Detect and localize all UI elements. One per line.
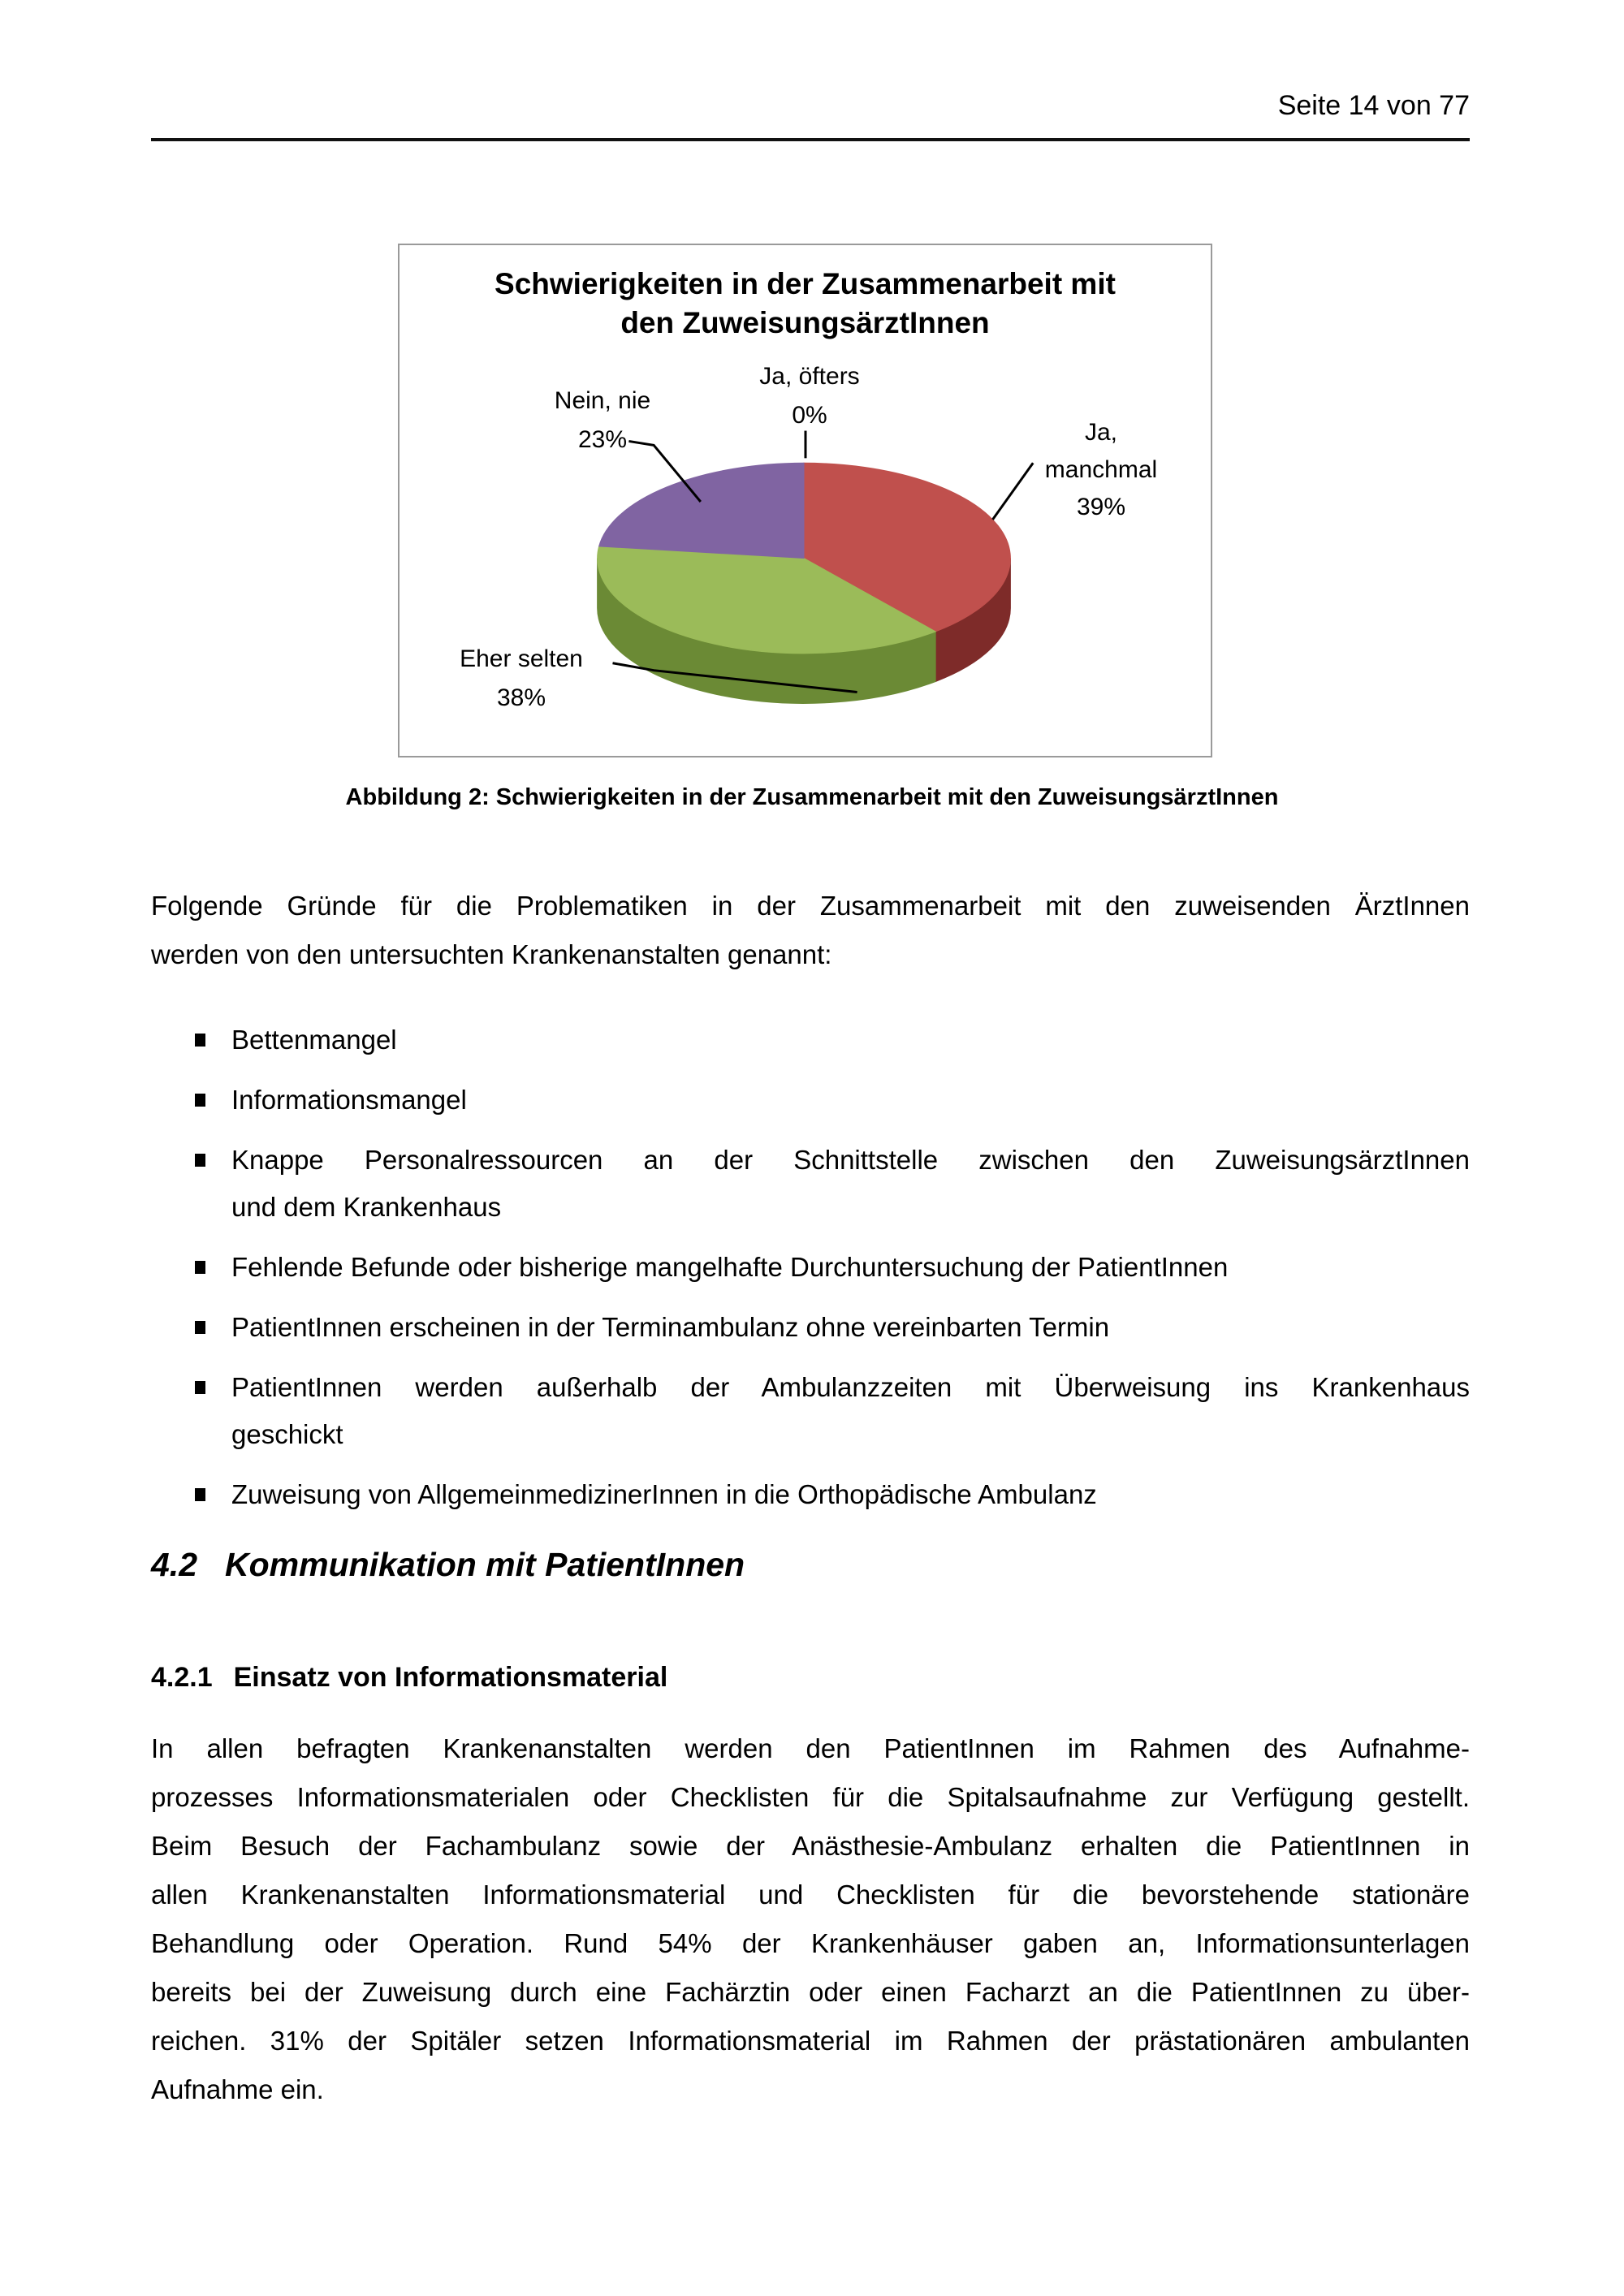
bullet-square-icon <box>195 1488 205 1501</box>
bullet-line: Informationsmangel <box>231 1085 467 1115</box>
bullet-square-icon <box>195 1261 205 1274</box>
callout-value: 0% <box>792 402 827 429</box>
body-line: reichen. 31% der Spitäler setzen Informationsmaterial im Rahmen der prästationären ambulanten <box>151 2026 1470 2056</box>
subsection-number: 4.2.1 <box>151 1662 213 1693</box>
callout-label: Ja, öfters <box>759 363 860 390</box>
callout-label: Eher selten <box>460 645 583 672</box>
callout-label: Nein, nie <box>554 387 651 414</box>
figure-caption: Abbildung 2: Schwierigkeiten in der Zusammenarbeit mit den ZuweisungsärztInnen <box>345 784 1279 810</box>
list-item <box>151 1077 1470 1124</box>
page-number: Seite 14 von 77 <box>1277 90 1470 121</box>
bullet-square-icon <box>195 1154 205 1167</box>
subsection-heading-4-2-1 <box>151 1659 1470 1695</box>
callout-nein-nie <box>503 382 702 460</box>
chart-title-line-2: den ZuweisungsärztInnen <box>620 306 990 339</box>
callout-value: 38% <box>496 684 546 711</box>
body-paragraph <box>151 1724 1470 2114</box>
bullet-line: Zuweisung von AllgemeinmedizinerInnen in die Orthopädische Ambulanz <box>231 1479 1097 1509</box>
intro-line: werden von den untersuchten Krankenanstalten genannt: <box>151 939 832 969</box>
bullet-line: PatientInnen erscheinen in der Terminambulanz ohne vereinbarten Termin <box>231 1312 1110 1342</box>
body-line: Aufnahme ein. <box>151 2074 324 2104</box>
list-item <box>151 1137 1470 1231</box>
bullet-list <box>151 1016 1470 1518</box>
body-line: bereits bei der Zuweisung durch eine Fachärztin oder einen Facharzt an die PatientInnen zu über- <box>151 1977 1470 2007</box>
callout-eher-selten <box>422 640 620 718</box>
bullet-line: Knappe Personalressourcen an der Schnittstelle zwischen den ZuweisungsärztInnen <box>231 1145 1470 1175</box>
callout-value: 23% <box>577 426 628 453</box>
bullet-line: PatientInnen werden außerhalb der Ambulanzzeiten mit Überweisung ins Krankenhaus <box>231 1372 1470 1402</box>
callout-label: manchmal <box>1044 456 1158 483</box>
body-line: prozesses Informationsmaterialen oder Checklisten für die Spitalsaufnahme zur Verfügung gestellt. <box>151 1782 1470 1812</box>
callout-ja-manchmal <box>1010 414 1192 526</box>
bullet-square-icon <box>195 1094 205 1107</box>
section-heading-4-2 <box>151 1544 1470 1585</box>
bullet-line: Fehlende Befunde oder bisherige mangelhafte Durchuntersuchung der PatientInnen <box>231 1252 1229 1282</box>
bullet-line: und dem Krankenhaus <box>231 1192 502 1222</box>
chart-title-line-1: Schwierigkeiten in der Zusammenarbeit mit <box>495 267 1116 300</box>
body-line: Beim Besuch der Fachambulanz sowie der Anästhesie-Ambulanz erhalten die PatientInnen in <box>151 1831 1470 1861</box>
list-item <box>151 1364 1470 1458</box>
intro-line: Folgende Gründe für die Problematiken in der Zusammenarbeit mit den zuweisenden ÄrztInnen <box>151 891 1470 921</box>
callout-ja-oefters <box>712 357 907 435</box>
callout-value: 39% <box>1076 494 1126 520</box>
list-item <box>151 1304 1470 1351</box>
body-line: In allen befragten Krankenanstalten werden den PatientInnen im Rahmen des Aufnahme- <box>151 1733 1470 1763</box>
list-item <box>151 1244 1470 1291</box>
text-column <box>151 882 1470 2114</box>
bullet-square-icon <box>195 1034 205 1047</box>
list-item <box>151 1016 1470 1064</box>
callout-label: Ja, <box>1084 419 1118 446</box>
pie-slices <box>598 463 1011 703</box>
list-item <box>151 1471 1470 1518</box>
chart-panel <box>398 244 1212 757</box>
bullet-line: Bettenmangel <box>231 1025 397 1055</box>
bullet-square-icon <box>195 1321 205 1334</box>
header-rule <box>151 138 1470 141</box>
body-line: allen Krankenanstalten Informationsmaterial und Checklisten für die bevorstehende stationäre <box>151 1880 1470 1910</box>
section-number: 4.2 <box>151 1546 197 1583</box>
section-title: Kommunikation mit PatientInnen <box>225 1546 745 1583</box>
intro-paragraph <box>151 882 1470 979</box>
chart-title <box>400 265 1211 343</box>
subsection-title: Einsatz von Informationsmaterial <box>233 1662 668 1693</box>
body-line: Behandlung oder Operation. Rund 54% der Krankenhäuser gaben an, Informationsunterlagen <box>151 1928 1470 1958</box>
bullet-line: geschickt <box>231 1419 343 1449</box>
pie-slice <box>599 463 804 558</box>
bullet-square-icon <box>195 1381 205 1394</box>
